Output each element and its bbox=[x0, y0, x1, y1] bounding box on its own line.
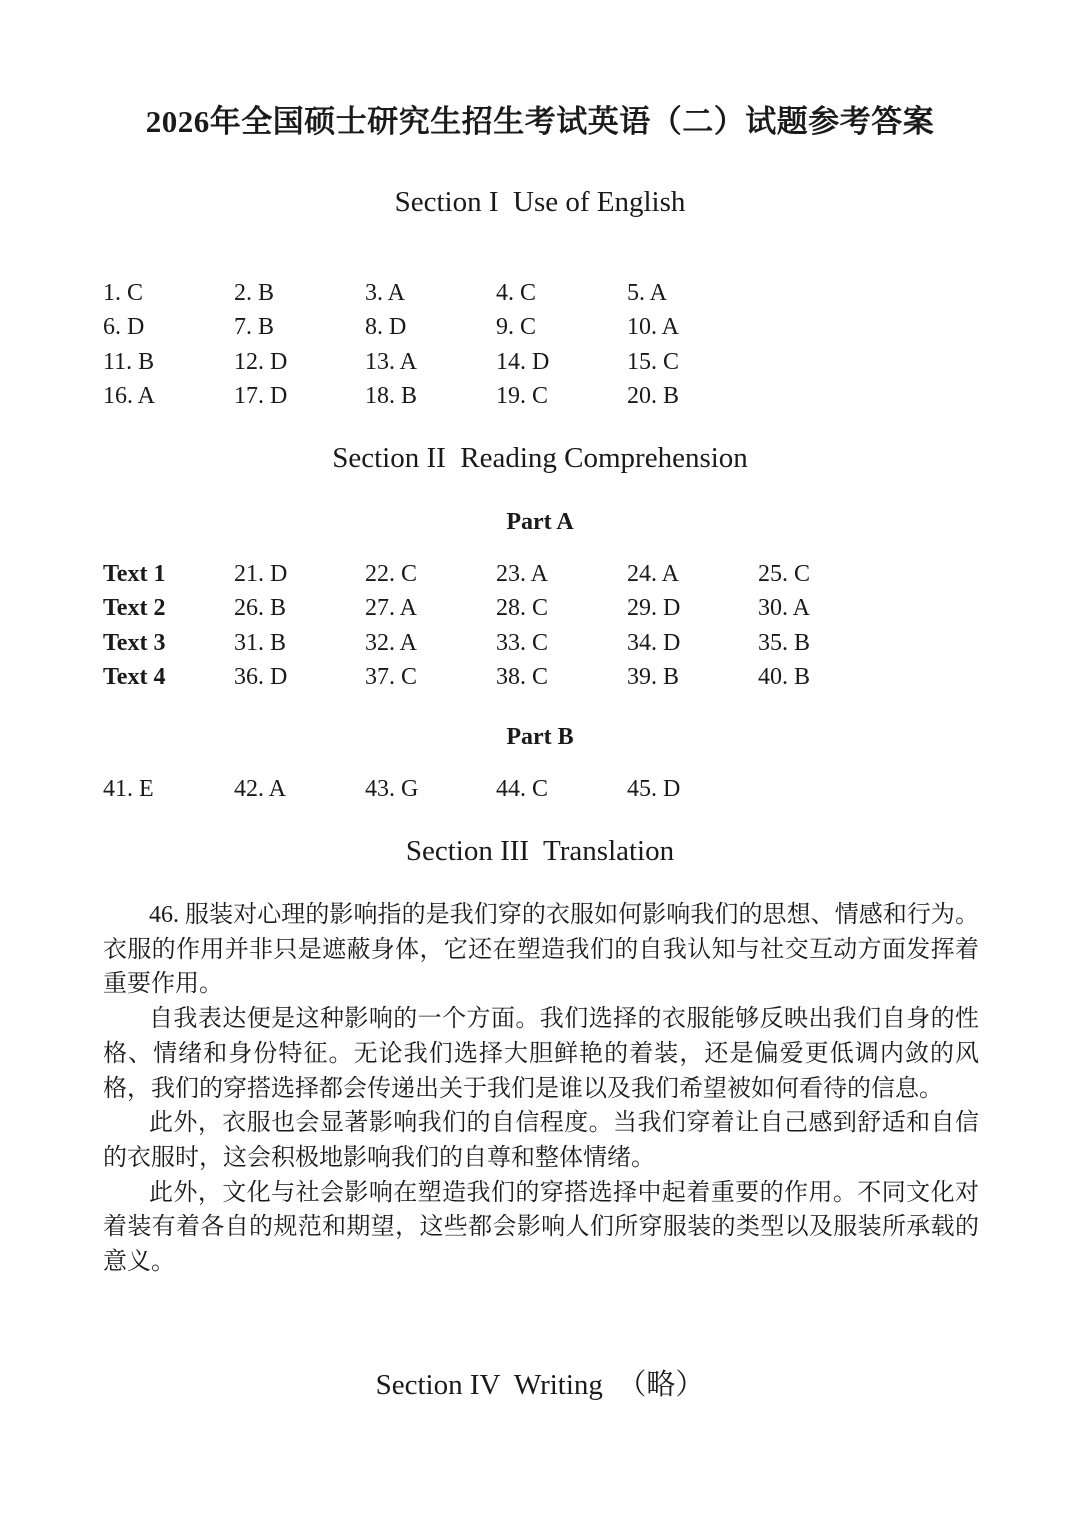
section-3-heading: Section III Translation bbox=[405, 835, 675, 867]
section-2-heading: Section II Reading Comprehension bbox=[332, 442, 748, 474]
answer-item: 5. A bbox=[627, 279, 668, 306]
answer-row bbox=[103, 661, 889, 696]
answer-item: 45. D bbox=[627, 775, 681, 802]
part-b-answers bbox=[103, 772, 758, 807]
answer-item: 15. C bbox=[627, 348, 680, 375]
answer-item: 23. A bbox=[496, 560, 549, 587]
answer-item: 11. B bbox=[103, 348, 155, 375]
answer-row bbox=[103, 557, 889, 592]
translation-paragraph: 自我表达便是这种影响的一个方面。我们选择的衣服能够反映出我们自身的性格、情绪和身份特征。无论我们选择大胆鲜艳的着装，还是偏爱更低调内敛的风格，我们的穿搭选择都会传递出关于我们是谁以及我们希望被如何看待的信息。 bbox=[103, 1006, 979, 1102]
answer-row bbox=[103, 626, 889, 661]
answer-item: 4. C bbox=[496, 279, 537, 306]
answer-item: 25. C bbox=[758, 560, 811, 587]
answer-item: 42. A bbox=[234, 775, 287, 802]
translation-paragraph: 此外，衣服也会显著影响我们的自信程度。当我们穿着让自己感到舒适和自信的衣服时，这会积极地影响我们的自尊和整体情绪。 bbox=[103, 1110, 979, 1171]
answer-item: 43. G bbox=[365, 775, 419, 802]
answer-item: 22. C bbox=[365, 560, 418, 587]
answer-item: 33. C bbox=[496, 629, 549, 656]
answer-item: 12. D bbox=[234, 348, 288, 375]
answer-item: 3. A bbox=[365, 279, 406, 306]
page-title: 2026年全国硕士研究生招生考试英语（二）试题参考答案 bbox=[145, 104, 935, 139]
answer-item: 10. A bbox=[627, 314, 680, 341]
answer-item: 26. B bbox=[234, 595, 287, 622]
answer-item: 39. B bbox=[627, 664, 680, 691]
answer-item: 8. D bbox=[365, 314, 407, 341]
answer-row bbox=[103, 276, 758, 311]
answer-item: 41. E bbox=[103, 775, 154, 802]
translation-answer bbox=[103, 898, 979, 1280]
translation-paragraph: 46. 服装对心理的影响指的是我们穿的衣服如何影响我们的思想、情感和行为。衣服的作用并非只是遮蔽身体，它还在塑造我们的自我认知与社交互动方面发挥着重要作用。 bbox=[103, 902, 979, 998]
answer-item: 1. C bbox=[103, 279, 144, 306]
answer-item: 17. D bbox=[234, 383, 288, 410]
answer-item: 28. C bbox=[496, 595, 549, 622]
text-label: Text 3 bbox=[103, 629, 166, 656]
translation-paragraph: 此外，文化与社会影响在塑造我们的穿搭选择中起着重要的作用。不同文化对着装有着各自的规范和期望，这些都会影响人们所穿服装的类型以及服装所承载的意义。 bbox=[103, 1179, 979, 1276]
answer-item: 2. B bbox=[234, 279, 275, 306]
answer-item: 18. B bbox=[365, 383, 418, 410]
answer-item: 9. C bbox=[496, 314, 537, 341]
answer-item: 36. D bbox=[234, 664, 288, 691]
answer-item: 13. A bbox=[365, 348, 418, 375]
answer-item: 40. B bbox=[758, 664, 811, 691]
answer-item: 24. A bbox=[627, 560, 680, 587]
answer-item: 6. D bbox=[103, 314, 145, 341]
text-label: Text 2 bbox=[103, 595, 166, 622]
text-label: Text 1 bbox=[103, 560, 166, 587]
answer-item: 20. B bbox=[627, 383, 680, 410]
answer-item: 32. A bbox=[365, 629, 418, 656]
answer-row bbox=[103, 592, 889, 627]
answer-item: 35. B bbox=[758, 629, 811, 656]
answer-item: 29. D bbox=[627, 595, 681, 622]
answer-item: 31. B bbox=[234, 629, 287, 656]
answer-item: 30. A bbox=[758, 595, 811, 622]
answer-row bbox=[103, 772, 758, 807]
answer-item: 34. D bbox=[627, 629, 681, 656]
part-a-heading: Part A bbox=[506, 509, 574, 535]
answer-item: 27. A bbox=[365, 595, 418, 622]
part-a-answers bbox=[103, 557, 889, 695]
answer-row bbox=[103, 311, 758, 346]
use-of-english-answers bbox=[103, 276, 758, 414]
answer-item: 44. C bbox=[496, 775, 549, 802]
answer-row bbox=[103, 380, 758, 415]
answer-row bbox=[103, 345, 758, 380]
answer-item: 14. D bbox=[496, 348, 550, 375]
text-label: Text 4 bbox=[103, 664, 166, 691]
answer-item: 37. C bbox=[365, 664, 418, 691]
answer-item: 38. C bbox=[496, 664, 549, 691]
answer-item: 19. C bbox=[496, 383, 549, 410]
section-4-heading: Section IV Writing （略） bbox=[375, 1369, 705, 1401]
answer-item: 7. B bbox=[234, 314, 275, 341]
section-1-heading: Section I Use of English bbox=[394, 186, 686, 218]
answer-item: 21. D bbox=[234, 560, 288, 587]
answer-item: 16. A bbox=[103, 383, 156, 410]
part-b-heading: Part B bbox=[506, 724, 574, 750]
